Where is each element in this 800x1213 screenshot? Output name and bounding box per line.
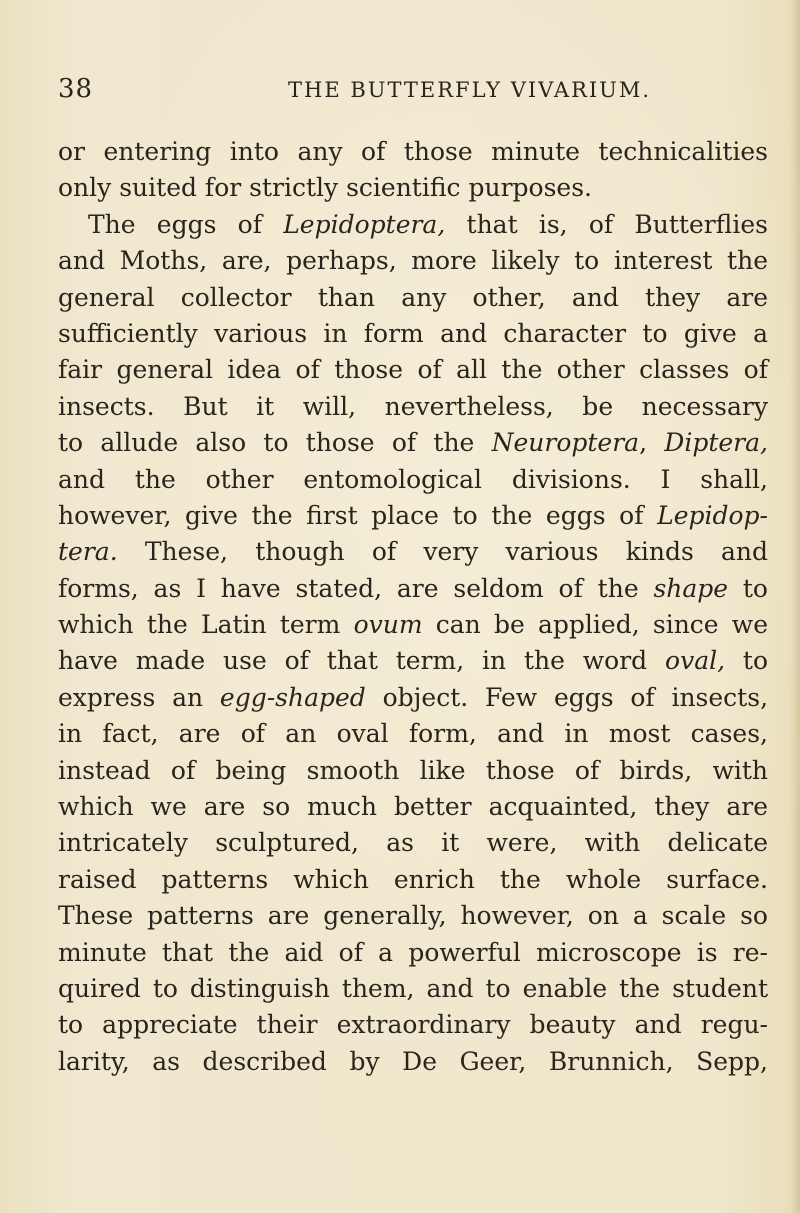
text-segment: object. Few eggs of insects, <box>365 682 769 712</box>
italic-text: egg-shaped <box>219 682 366 712</box>
text-segment: The eggs of <box>88 209 284 239</box>
text-segment: sufficiently various in form and character to give a <box>58 318 768 348</box>
text-segment: instead of being smooth like those of birds, with <box>58 755 768 785</box>
text-line <box>58 425 768 461</box>
text-line <box>58 280 768 316</box>
text-line <box>58 498 768 534</box>
italic-text: oval, <box>665 646 726 676</box>
text-segment: which we are so much better acquainted, they are <box>58 792 768 822</box>
text-segment: in fact, are of an oval form, and in most cases, <box>58 719 768 749</box>
text-line <box>58 753 768 789</box>
text-line <box>58 462 768 498</box>
text-segment: have made use of that term, in the word <box>58 646 666 676</box>
text-segment: to appreciate their extraordinary beauty and regu- <box>58 1010 768 1040</box>
text-segment: only suited for strictly scientific purposes. <box>58 173 592 203</box>
text-segment: general collector than any other, and they are <box>58 282 768 312</box>
page-edge-shadow <box>790 0 800 1213</box>
text-line <box>58 534 768 570</box>
text-segment: which the Latin term <box>58 610 354 640</box>
text-line <box>58 1007 768 1043</box>
italic-text: Diptera, <box>664 428 768 458</box>
text-line <box>58 389 768 425</box>
text-line <box>58 316 768 352</box>
italic-text: Lepidop- <box>657 500 768 530</box>
text-segment: to <box>725 646 768 676</box>
italic-text: tera. <box>58 537 118 567</box>
page-header <box>58 74 758 114</box>
text-segment: can be applied, since we <box>422 610 768 640</box>
text-line <box>58 971 768 1007</box>
text-line <box>58 862 768 898</box>
text-segment: or entering into any of those minute technicalities <box>58 137 768 166</box>
text-line <box>58 243 768 279</box>
text-line <box>58 643 768 679</box>
text-segment: quired to distinguish them, and to enable the student <box>58 973 768 1003</box>
text-segment: fair general idea of those of all the other classes of <box>58 355 768 385</box>
text-segment: that is, of Butterflies <box>445 209 768 239</box>
text-line <box>58 170 768 206</box>
text-segment: intricately sculptured, as it were, with delicate <box>58 828 768 858</box>
text-line <box>58 825 768 861</box>
text-segment: and the other entomological divisions. I shall, <box>58 464 768 494</box>
italic-text: ovum <box>353 610 423 640</box>
text-segment: insects. But it will, nevertheless, be necessary <box>58 391 768 421</box>
text-segment: These patterns are generally, however, on a scale so <box>58 901 768 931</box>
page-number: 38 <box>58 74 94 104</box>
text-segment: These, though of very various kinds and <box>117 537 768 567</box>
body-text <box>58 134 768 1080</box>
text-segment: to <box>728 573 768 603</box>
text-line <box>58 134 768 170</box>
text-line <box>58 935 768 971</box>
text-segment: to allude also to those of the <box>58 428 492 458</box>
text-segment: raised patterns which enrich the whole surface. <box>58 864 768 894</box>
text-segment: however, give the first place to the eggs of <box>58 500 658 530</box>
italic-text: Neuroptera <box>491 428 640 458</box>
text-line <box>58 1044 768 1080</box>
italic-text: Lepidoptera, <box>283 209 446 239</box>
text-line <box>58 789 768 825</box>
text-segment: express an <box>58 682 220 712</box>
running-head: THE BUTTERFLY VIVARIUM. <box>288 78 652 102</box>
text-line <box>58 207 768 243</box>
text-line <box>58 352 768 388</box>
text-line <box>58 680 768 716</box>
text-segment: , <box>639 428 665 458</box>
text-line <box>58 607 768 643</box>
text-segment: minute that the aid of a powerful microscope is re- <box>58 937 768 967</box>
text-segment: and Moths, are, perhaps, more likely to interest the <box>58 246 768 276</box>
text-line <box>58 571 768 607</box>
text-line <box>58 898 768 934</box>
text-segment: forms, as I have stated, are seldom of the <box>58 573 654 603</box>
text-segment: larity, as described by De Geer, Brunnich, Sepp, <box>58 1046 768 1076</box>
text-line <box>58 716 768 752</box>
italic-text: shape <box>653 573 729 603</box>
